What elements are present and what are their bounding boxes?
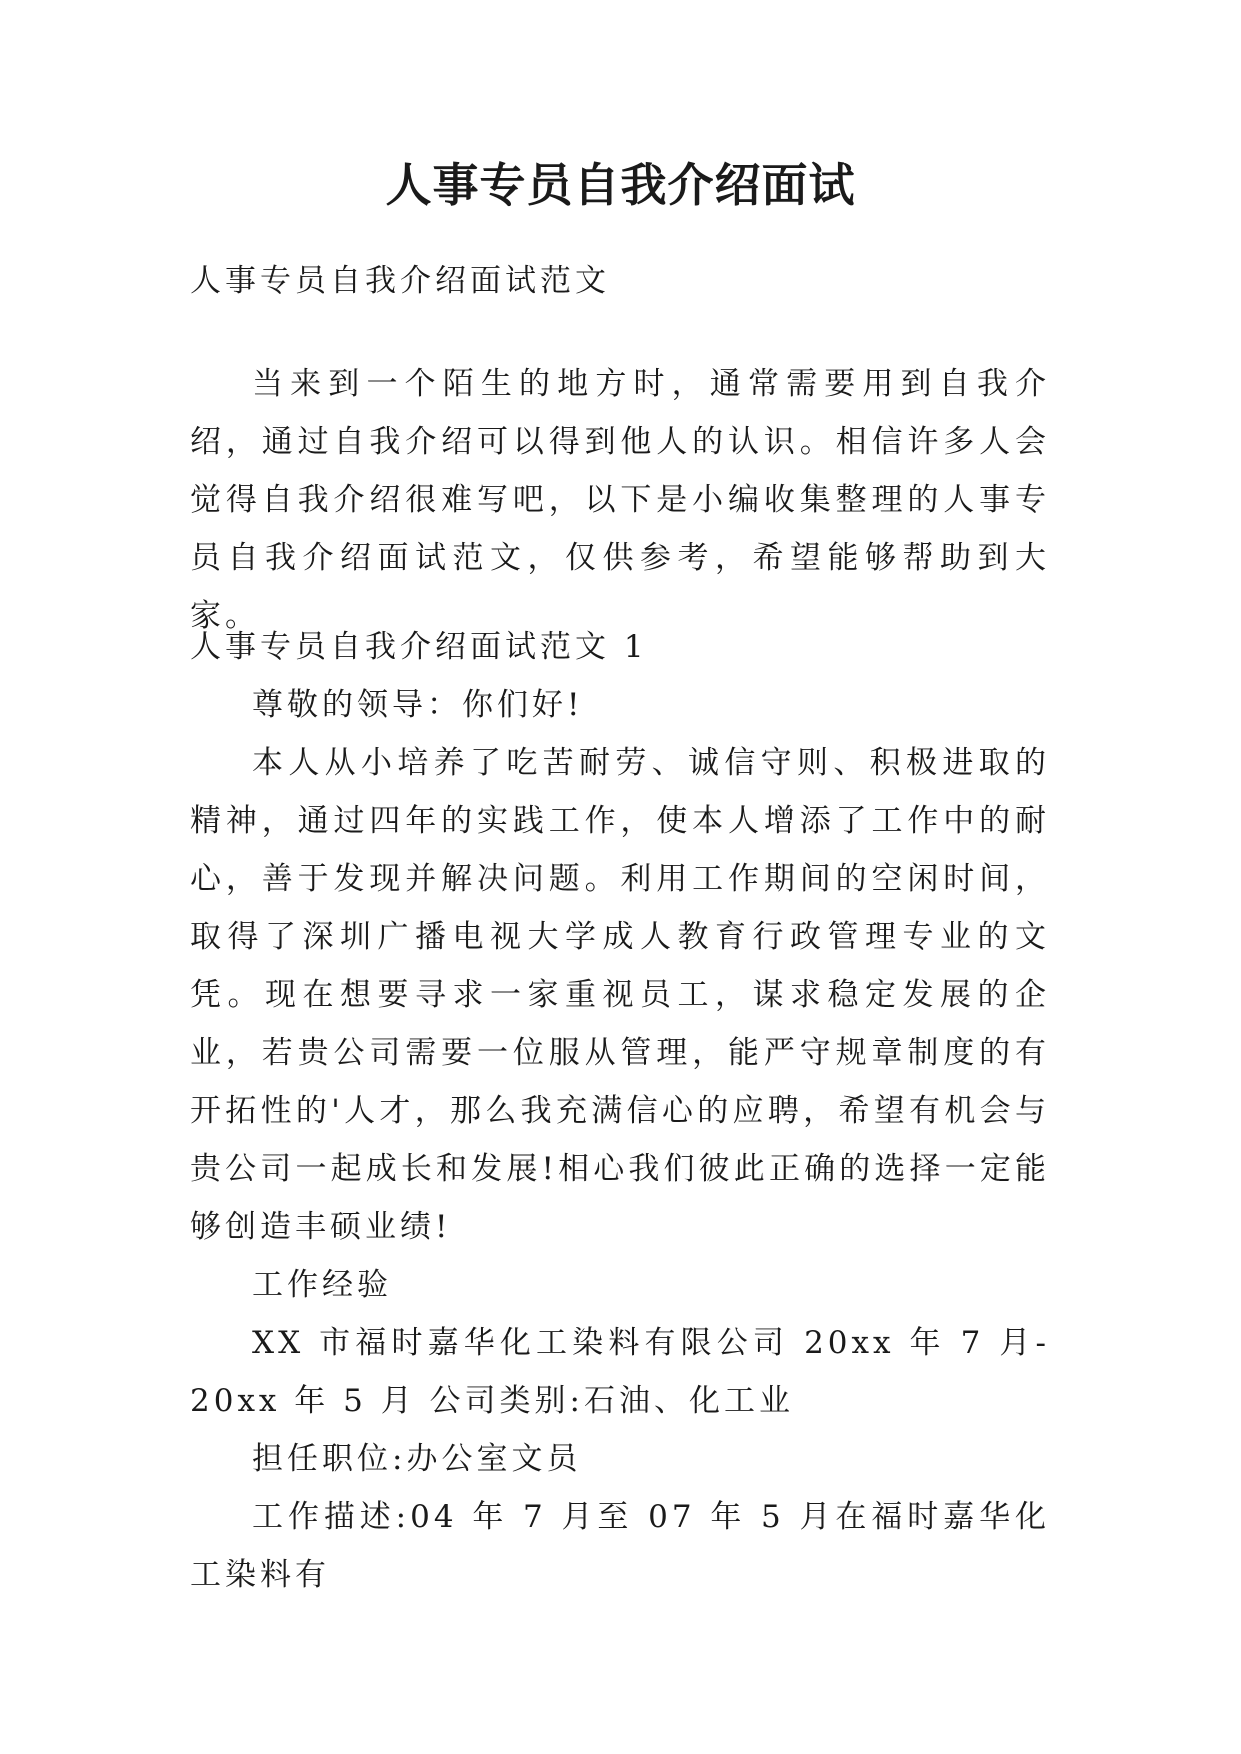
letter-body: [190, 676, 1050, 1604]
intro-text: 当来到一个陌生的地方时，通常需要用到自我介绍，通过自我介绍可以得到他人的认识。相信许多人会觉得自我介绍很难写吧，以下是小编收集整理的人事专员自我介绍面试范文，仅供参考，希望能够帮助到大家。: [190, 366, 1050, 634]
document-subtitle: 人事专员自我介绍面试范文: [190, 263, 610, 299]
self-description-paragraph: 本人从小培养了吃苦耐劳、诚信守则、积极进取的精神，通过四年的实践工作，使本人增添了工作中的耐心，善于发现并解决问题。利用工作期间的空闲时间，取得了深圳广播电视大学成人教育行政管理专业的文凭。现在想要寻求一家重视员工，谋求稳定发展的企业，若贵公司需要一位服从管理，能严守规章制度的有开拓性的'人才，那么我充满信心的应聘，希望有机会与贵公司一起成长和发展!相心我们彼此正确的选择一定能够创造丰硕业绩!: [190, 745, 1050, 1245]
description-line: 工作描述:04 年 7 月至 07 年 5 月在福时嘉华化工染料有: [190, 1499, 1050, 1593]
company-line: XX 市福时嘉华化工染料有限公司 20xx 年 7 月-20xx 年 5 月 公司类别:石油、化工业: [190, 1325, 1050, 1419]
position-line: 担任职位:办公室文员: [252, 1441, 582, 1477]
section-heading-1: 人事专员自我介绍面试范文 1: [190, 629, 648, 665]
intro-paragraph: [190, 355, 1050, 645]
work-experience-label: 工作经验: [252, 1267, 392, 1303]
greeting-line: 尊敬的领导：你们好!: [252, 687, 584, 723]
document-title: 人事专员自我介绍面试: [385, 158, 856, 212]
